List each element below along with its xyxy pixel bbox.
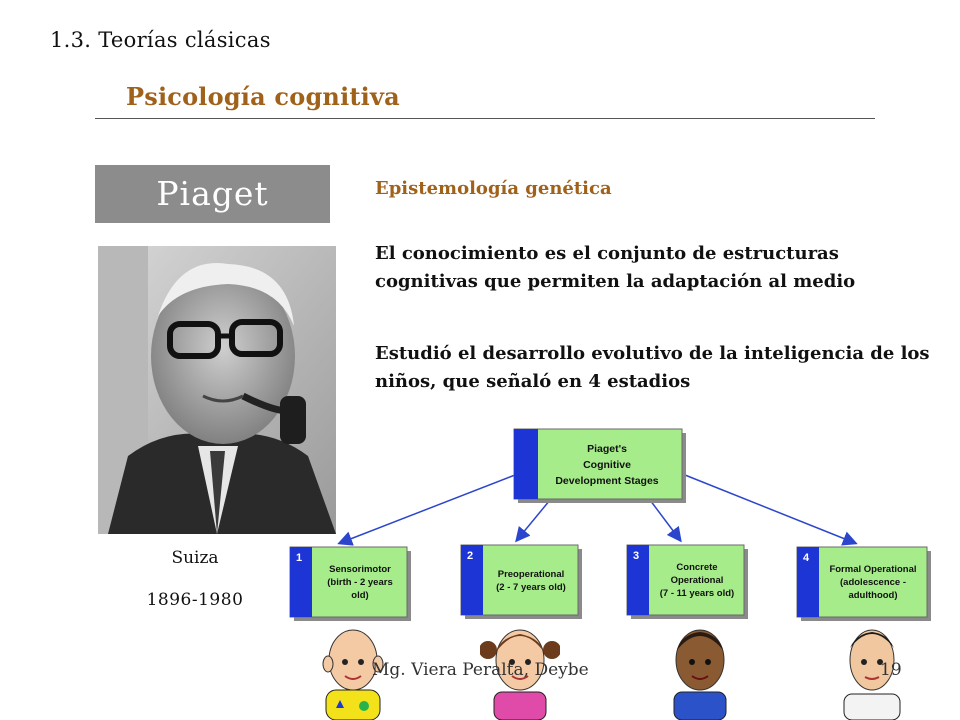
page-number: 19 <box>880 660 902 680</box>
stage-1-line-2: (birth - 2 years <box>327 577 393 588</box>
section-title: 1.3. Teorías clásicas <box>50 28 271 52</box>
slide-subtitle: Psicología cognitiva <box>126 82 400 111</box>
stage-3-box <box>627 545 748 619</box>
root-line-2: Cognitive <box>583 459 631 471</box>
stage-1-number: 1 <box>296 552 303 564</box>
paragraph-knowledge: El conocimiento es el conjunto de estructuras cognitivas que permiten la adaptación al medio <box>375 243 856 292</box>
stage-3-line-3: (7 - 11 years old) <box>659 588 735 599</box>
lifespan-label: 1896-1980 <box>146 590 244 610</box>
stage-4-box <box>797 547 931 621</box>
stage-4-line-3: adulthood) <box>848 590 898 601</box>
boy-illustration <box>660 620 740 720</box>
title-divider <box>95 118 875 119</box>
stage-1-line-3: old) <box>351 590 369 601</box>
stage-1-box <box>290 547 411 621</box>
arrow-to-stage-3 <box>650 500 680 540</box>
country-label: Suiza <box>171 548 219 568</box>
stage-4-line-2: (adolescence - <box>840 577 906 588</box>
root-line-3: Development Stages <box>555 475 659 487</box>
stage-2-number: 2 <box>467 550 474 562</box>
footer-author: Mg. Viera Peralta, Deybe <box>372 660 589 680</box>
stage-3-line-1: Concrete <box>676 562 718 573</box>
root-line-1: Piaget's <box>587 443 627 455</box>
stage-3-number: 3 <box>633 550 640 562</box>
topic-heading: Epistemología genética <box>375 178 612 199</box>
arrow-to-stage-4 <box>685 475 855 543</box>
stage-4-line-1: Formal Operational <box>829 564 917 575</box>
paragraph-stages: Estudió el desarrollo evolutivo de la inteligencia de los niños, que señaló en 4 estadios <box>375 343 930 392</box>
arrow-to-stage-1 <box>340 475 515 543</box>
stage-2-line-1: Preoperational <box>497 569 565 580</box>
stage-2-line-2: (2 - 7 years old) <box>496 582 566 593</box>
stage-3-line-2: Operational <box>670 575 724 586</box>
arrow-to-stage-2 <box>517 500 550 540</box>
stage-4-number: 4 <box>803 552 810 564</box>
name-banner <box>95 165 330 223</box>
stage-1-line-1: Sensorimotor <box>329 564 391 575</box>
stage-2-box <box>461 545 582 619</box>
name-label: Piaget <box>156 174 269 213</box>
root-box <box>514 429 686 503</box>
